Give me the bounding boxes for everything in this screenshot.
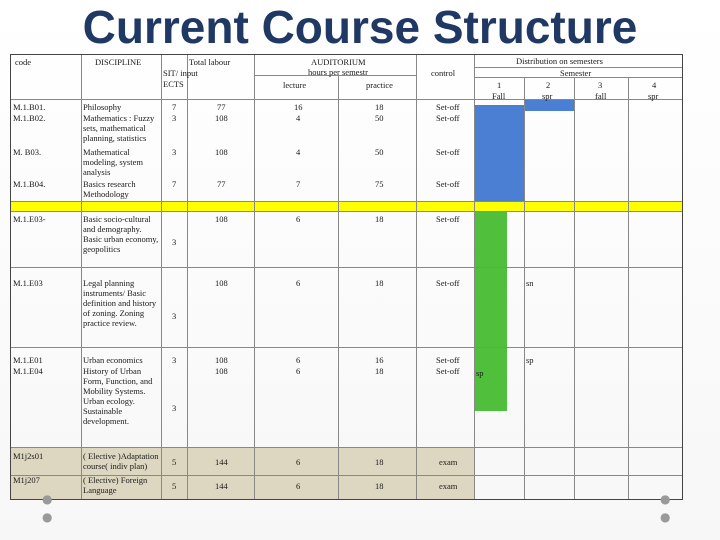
row-lecture: 6: [296, 214, 301, 224]
row-lecture: 6: [296, 457, 301, 467]
sem2-num: 2: [546, 80, 551, 90]
col-line: [338, 75, 339, 499]
row-total: 108: [215, 214, 228, 224]
sem4-num: 4: [652, 80, 657, 90]
row-total: 108: [215, 278, 228, 288]
header-code: code: [15, 57, 32, 67]
slide-dot-icon: ●: [660, 492, 671, 506]
row-line: [11, 447, 682, 448]
row-control: exam: [439, 481, 458, 491]
row-practice: 50: [375, 113, 384, 123]
row-note: sp: [476, 368, 484, 378]
row-ects: 3: [172, 113, 177, 123]
row-practice: 18: [375, 214, 384, 224]
col-line: [187, 55, 188, 499]
row-total: 144: [215, 481, 228, 491]
fall-sem1-bar: [474, 105, 524, 201]
row-line: [11, 347, 682, 348]
sem1-season: Fall: [492, 91, 506, 101]
row-lecture: 6: [296, 278, 301, 288]
row-ects: 7: [172, 179, 177, 189]
row-ects: 5: [172, 481, 177, 491]
col-line: [628, 77, 629, 499]
header-discipline: DISCIPLINE: [95, 57, 142, 67]
col-line: [574, 77, 575, 499]
row-total: 77: [217, 179, 226, 189]
row-line: [11, 99, 682, 100]
row-discipline: Legal planning instruments/ Basic definition and history of zoning. Zoning practice review.: [83, 278, 157, 328]
slide-dot-icon: ●: [660, 510, 671, 524]
spring-sem1-bar: [474, 211, 507, 411]
row-discipline: History of Urban Form, Function, and Mobility Systems. Urban ecology. Sustainable development.: [83, 366, 153, 426]
header-practice: practice: [366, 80, 393, 90]
row-lecture: 4: [296, 147, 301, 157]
row-code: M. B03.: [13, 147, 42, 157]
slide-title: Current Course Structure: [82, 1, 638, 53]
row-line: [11, 211, 682, 212]
row-discipline: Mathematical modeling, system analysis: [83, 147, 143, 177]
row-ects: 5: [172, 457, 177, 467]
sem3-season: fall: [595, 91, 607, 101]
row-discipline: Philosophy: [83, 102, 122, 112]
row-total: 108: [215, 355, 228, 365]
row-lecture: 16: [294, 102, 303, 112]
row-ects: 3: [172, 147, 177, 157]
row-practice: 18: [375, 102, 384, 112]
row-practice: 16: [375, 355, 384, 365]
row-line: [11, 267, 682, 268]
sem2-season: spr: [542, 91, 553, 101]
slide-dot-icon: ●: [42, 510, 53, 524]
col-line: [81, 55, 82, 499]
row-ects: 3: [172, 237, 177, 247]
row-control: Set-off: [436, 102, 460, 112]
row-lecture: 6: [296, 355, 301, 365]
row-lecture: 7: [296, 179, 301, 189]
header-control: control: [431, 68, 456, 78]
sem3-num: 3: [598, 80, 603, 90]
header-auditorium: AUDITORIUM: [311, 57, 366, 67]
row-control: Set-off: [436, 355, 460, 365]
col-line: [416, 55, 417, 499]
col-line: [254, 55, 255, 499]
row-control: Set-off: [436, 214, 460, 224]
row-code: M.1.B01.: [13, 102, 46, 112]
row-discipline: Basic socio-cultural and demography. Basic urban economy, geopolitics: [83, 214, 159, 254]
row-total: 77: [217, 102, 226, 112]
row-code: M.1.E04: [13, 366, 43, 376]
row-discipline: Basics research Methodology: [83, 179, 136, 199]
row-control: Set-off: [436, 278, 460, 288]
row-control: Set-off: [436, 113, 460, 123]
row-control: Set-off: [436, 366, 460, 376]
row-discipline: Mathematics : Fuzzy sets, mathematical planning, statistics: [83, 113, 155, 143]
col-line: [524, 77, 525, 499]
row-practice: 50: [375, 147, 384, 157]
separator-row: [11, 201, 682, 211]
row-control: Set-off: [436, 147, 460, 157]
row-total: 108: [215, 113, 228, 123]
row-code: M.1.E03: [13, 278, 43, 288]
col-line: [474, 55, 475, 499]
row-note: sp: [526, 355, 534, 365]
row-ects: 3: [172, 355, 177, 365]
row-practice: 75: [375, 179, 384, 189]
row-code: M.1.B02.: [13, 113, 46, 123]
row-code: M1j2s01: [13, 451, 44, 461]
row-ects: 3: [172, 311, 177, 321]
row-discipline: ( Elective )Adaptation course( indiv plan): [83, 451, 159, 471]
header-sit-input: SIT/ input: [163, 68, 198, 78]
col-line: [161, 55, 162, 499]
row-discipline: ( Elective) Foreign Language: [83, 475, 148, 495]
row-practice: 18: [375, 457, 384, 467]
row-ects: 7: [172, 102, 177, 112]
row-lecture: 6: [296, 481, 301, 491]
row-practice: 18: [375, 278, 384, 288]
row-total: 108: [215, 147, 228, 157]
row-code: M.1.E03-: [13, 214, 46, 224]
header-hours: hours per semestr: [308, 67, 368, 77]
header-ects: ECTS: [163, 79, 184, 89]
header-distribution: Distribution on semesters: [516, 56, 603, 66]
course-table: [10, 54, 683, 500]
sem1-num: 1: [497, 80, 502, 90]
slide-dot-icon: ●: [42, 492, 53, 506]
row-discipline: Urban economics: [83, 355, 143, 365]
row-line: [11, 201, 682, 202]
row-practice: 18: [375, 366, 384, 376]
row-code: M.1.B04.: [13, 179, 46, 189]
row-code: M1j207: [13, 475, 40, 485]
header-semester: Semester: [560, 68, 592, 78]
sem4-season: spr: [648, 91, 659, 101]
row-code: M.1.E01: [13, 355, 43, 365]
row-lecture: 6: [296, 366, 301, 376]
row-practice: 18: [375, 481, 384, 491]
row-control: exam: [439, 457, 458, 467]
header-lecture: lecture: [283, 80, 307, 90]
row-total: 108: [215, 366, 228, 376]
row-total: 144: [215, 457, 228, 467]
row-ects: 3: [172, 403, 177, 413]
row-control: Set-off: [436, 179, 460, 189]
row-lecture: 4: [296, 113, 301, 123]
row-note: sn: [526, 278, 534, 288]
header-total-labour: Total labour: [189, 57, 231, 67]
